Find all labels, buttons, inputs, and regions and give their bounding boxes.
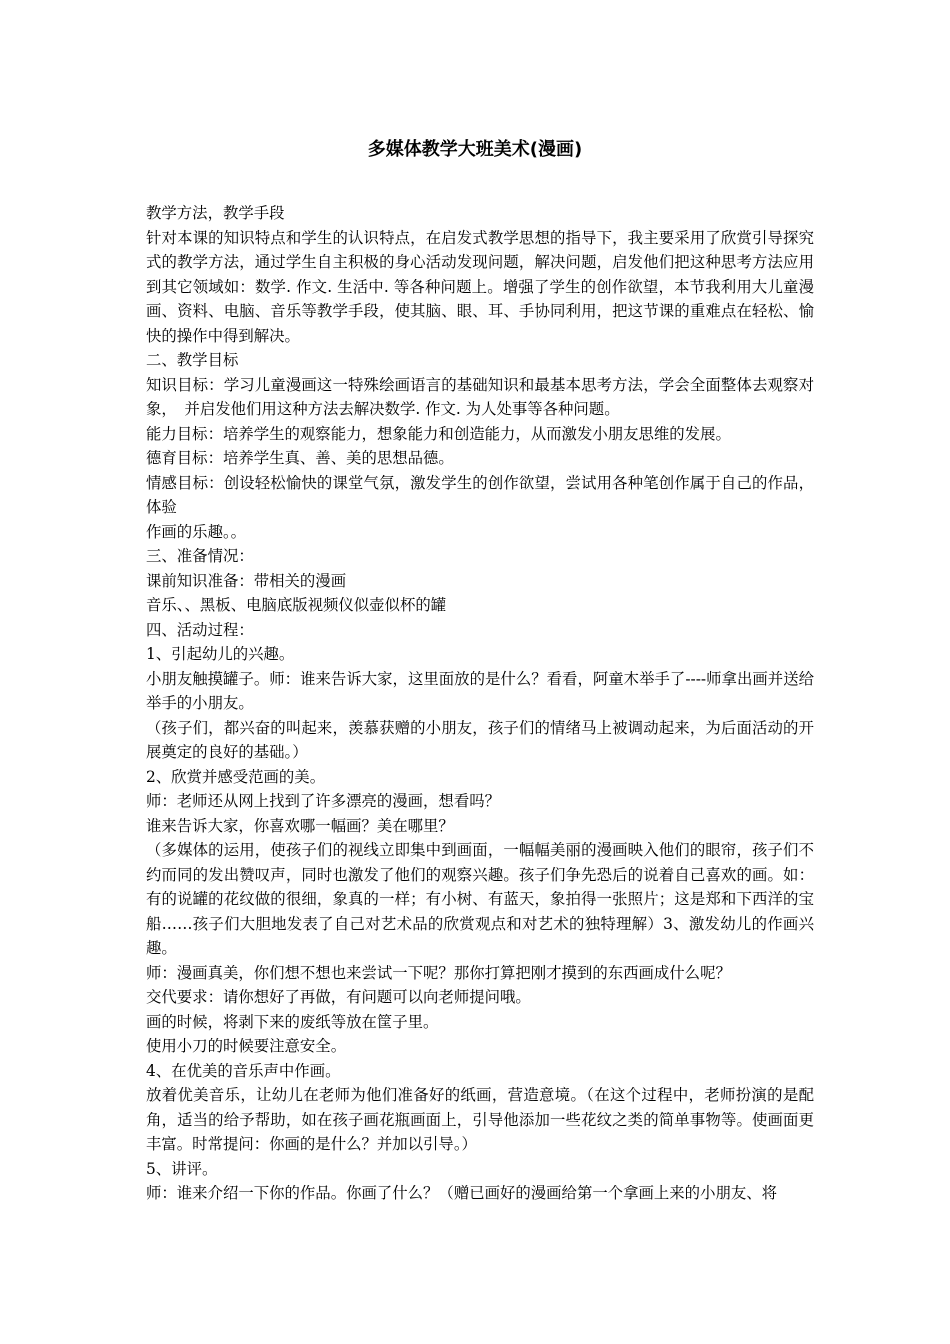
paragraph: 小朋友触摸罐子。师：谁来告诉大家，这里面放的是什么？看看，阿童木举手了----师拿出画并送给举手的小朋友。 — [146, 669, 814, 712]
document-body — [146, 201, 814, 1206]
paragraph: 课前知识准备：带相关的漫画 — [146, 571, 347, 590]
paragraph: 画的时候，将剥下来的废纸等放在筐子里。 — [146, 1012, 439, 1031]
document-title: 多媒体教学大班美术(漫画) — [367, 139, 583, 160]
paragraph: 二、教学目标 — [146, 351, 239, 369]
paragraph: 三、准备情况： — [146, 547, 254, 565]
paragraph: 1、引起幼儿的兴趣。 — [146, 645, 295, 663]
paragraph: 谁来告诉大家，你喜欢哪一幅画？美在哪里？ — [146, 816, 454, 835]
paragraph: （孩子们，都兴奋的叫起来，羡慕获赠的小朋友，孩子们的情绪马上被调动起来，为后面活动的开展奠定的良好的基础。） — [146, 718, 814, 761]
paragraph: 5、讲评。 — [146, 1159, 218, 1178]
paragraph: 4、在优美的音乐声中作画。 — [146, 1061, 341, 1080]
paragraph: 师：谁来介绍一下你的作品。你画了什么？（赠已画好的漫画给第一个拿画上来的小朋友、将 — [146, 1184, 778, 1202]
paragraph: 师：老师还从网上找到了许多漂亮的漫画，想看吗？ — [146, 792, 500, 810]
paragraph: 四、活动过程： — [146, 620, 254, 639]
paragraph: 师：漫画真美，你们想不想也来尝试一下呢？那你打算把刚才摸到的东西画成什么呢？ — [146, 963, 731, 982]
paragraph: （多媒体的运用，使孩子们的视线立即集中到画面，一幅幅美丽的漫画映入他们的眼帘，孩子们不约而同的发出赞叹声，同时也激发了他们的观察兴趣。孩子们争先恐后的说着自己喜欢的画。如：有的说罐的花纹做的很细，象真的一样；有小树、有蓝天，象拍得一张照片；这是郑和下西洋的宝船……孩子们大胆地发表了自己对艺术品的欣赏观点和对艺术的独特理解）3、激发幼儿的作画兴趣。 — [146, 841, 814, 957]
paragraph: 使用小刀的时候要注意安全。 — [146, 1037, 347, 1055]
paragraph: 能力目标：培养学生的观察能力，想象能力和创造能力，从而激发小朋友思维的发展。 — [146, 424, 731, 443]
paragraph: 德育目标：培养学生真、善、美的思想品德。 — [146, 449, 454, 467]
paragraph: 教学方法，教学手段 — [146, 204, 285, 222]
paragraph: 音乐、、黑板、电脑底版视频仪似壶似杯的罐 — [146, 596, 447, 614]
paragraph: 针对本课的知识特点和学生的认识特点，在启发式教学思想的指导下，我主要采用了欣赏引导探究式的教学方法，通过学生自主积极的身心活动发现问题，解决问题，启发他们把这种思考方法应用到其它领域如：数学. 作文. 生活中. 等各种问题上。增强了学生的创作欲望，本节我利用大儿童漫画、资料、电脑、音乐等教学手段，使其脑、眼、耳、手协同利用，把这节课的重难点在轻松、愉快的操作中得到解决。 — [146, 228, 814, 345]
paragraph: 作画的乐趣。。 — [146, 522, 247, 541]
paragraph: 交代要求：请你想好了再做，有问题可以向老师提问哦。 — [146, 988, 531, 1006]
paragraph: 情感目标：创设轻松愉快的课堂气氛，激发学生的创作欲望，尝试用各种笔创作属于自己的作品，体验 — [146, 473, 814, 516]
paragraph: 放着优美音乐，让幼儿在老师为他们准备好的纸画，营造意境。（在这个过程中，老师扮演的是配角，适当的给予帮助，如在孩子画花瓶画面上，引导他添加一些花纹之类的简单事物等。使画面更丰富。时常提问：你画的是什么？并加以引导。） — [146, 1086, 814, 1153]
paragraph: 2、欣赏并感受范画的美。 — [146, 767, 326, 786]
paragraph: 知识目标：学习儿童漫画这一特殊绘画语言的基础知识和最基本思考方法，学会全面整体去观察对象， 并启发他们用这种方法去解决数学. 作文. 为人处事等各种问题。 — [146, 375, 814, 418]
